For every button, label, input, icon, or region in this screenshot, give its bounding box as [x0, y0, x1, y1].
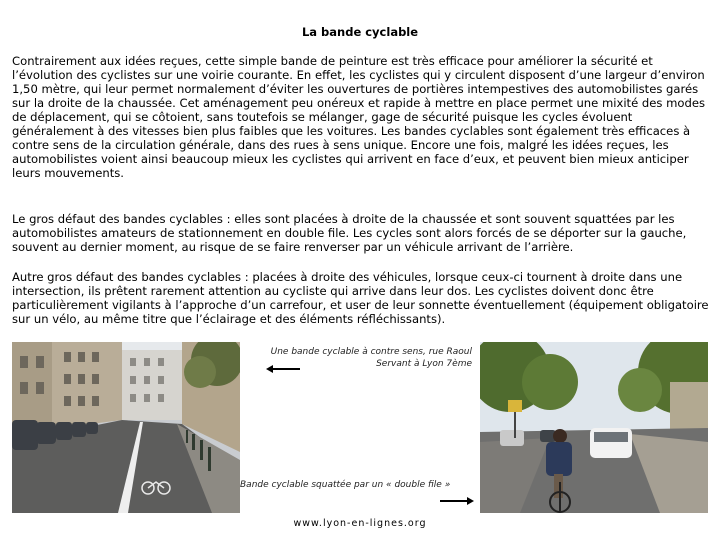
paragraph-intro: Contrairement aux idées reçues, cette simple bande de peinture est très efficace pour améliorer la sécurité et l’évolution des cyclistes sur une voirie courante. En effet, les cyclistes qui y circulent disposent d’une largeur d’environ 1,50 mètre, qui leur permet normalement d’éviter les ouvertures de portières intempestives des automobilistes garés sur la droite de la chaussée. Cet aménagement peu onéreux et rapide à mettre en place permet une mixité des modes de déplacement, qui se côtoient, sans toutefois se mélanger, gage de sécurité puisque les cycles évoluent généralement à des vitesses bien plus faibles que les voitures. Les bandes cyclables sont également très efficaces à contre sens de la circulation générale, dans des rues à sens unique. Encore une fois, malgré les idées reçues, les automobilistes voient ainsi beaucoup mieux les cyclistes qui arrivent en face d’eux, et peuvent bien mieux anticiper leurs mouvements. — [12, 54, 706, 180]
paragraph-right-turn: Autre gros défaut des bandes cyclables : placées à droite des véhicules, lorsque ceux-ci tournent à droite dans une intersection, ils prêtent rarement attention au cycliste qui arrive dans leur dos. Les cyclistes doivent donc être particulièrement vigilants à l’approche d’un carrefour, et user de leur sonnette éventuellement (équipement obligatoire sur un vélo, au même titre que l’éclairage et des éléments réfléchissants). — [12, 270, 709, 326]
left-photo-caption: Une bande cyclable à contre sens, rue Raoul Servant à Lyon 7ème — [270, 347, 472, 369]
paragraph-double-parking: Le gros défaut des bandes cyclables : elles sont placées à droite de la chaussée et sont souvent squattées par les automobilistes amateurs de stationnement en double file. Les cycles sont alors forcés de se déporter sur la gauche, souvent au dernier moment, au risque de se faire renverser par un véhicule arrivant de l’arrière. — [12, 212, 687, 254]
website-footer: www.lyon-en-lignes.org — [293, 518, 427, 529]
blocked-bike-lane-photo — [480, 342, 708, 513]
arrow-left-icon — [266, 365, 300, 373]
arrow-right-icon — [440, 497, 474, 505]
right-photo-caption: Bande cyclable squattée par un « double file » — [240, 480, 451, 490]
page-title: La bande cyclable — [301, 25, 419, 39]
contraflow-bike-lane-photo — [12, 342, 240, 513]
